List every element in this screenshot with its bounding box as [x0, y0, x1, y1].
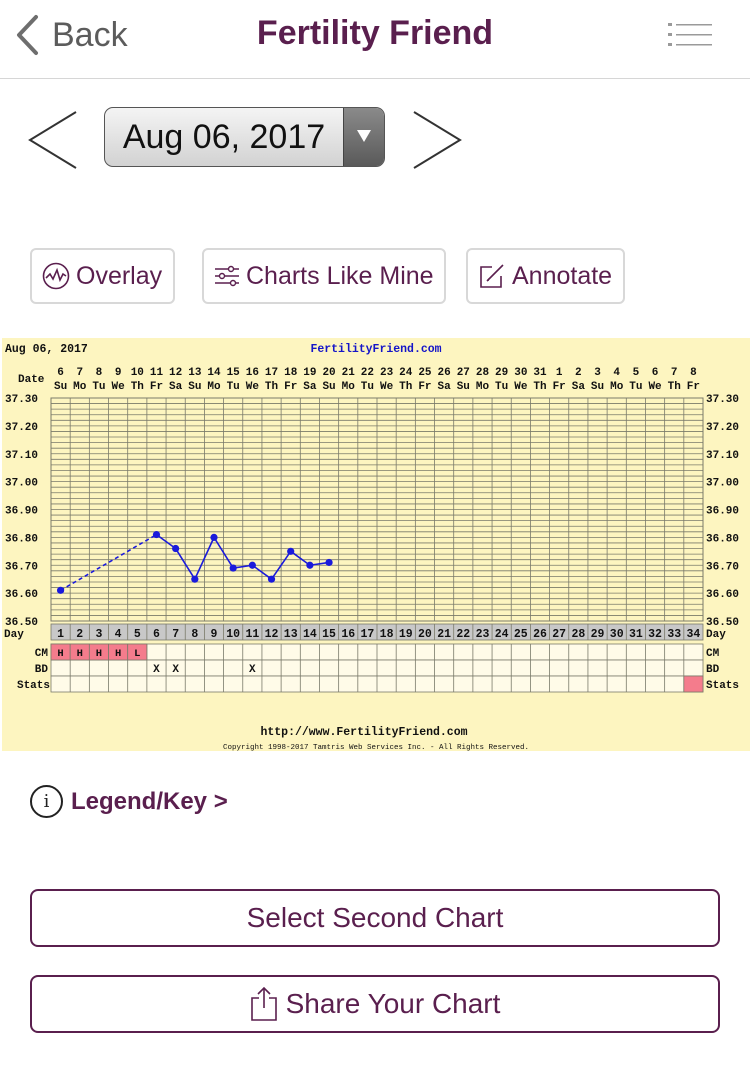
y-tick-label-right: 37.20 — [706, 421, 740, 434]
date-tick-label: 14 — [207, 367, 221, 379]
stats-cell-marked — [684, 676, 703, 692]
date-tick-label: 4 — [613, 367, 621, 379]
date-tick-label: 12 — [169, 367, 183, 379]
chart-date-label: Aug 06, 2017 — [5, 343, 88, 356]
y-tick-label-right: 36.90 — [706, 505, 740, 518]
date-tick-label: 9 — [114, 367, 122, 379]
day-number: 27 — [552, 628, 567, 641]
date-row-label: Date — [18, 374, 45, 386]
day-number: 30 — [609, 628, 624, 641]
chart-copyright: Copyright 1998-2017 Tamtris Web Services Inc. - All Rights Reserved. — [222, 744, 530, 751]
annotate-button[interactable] — [466, 248, 625, 304]
weekday-tick-label: Mo — [475, 381, 490, 393]
info-icon: i — [30, 785, 63, 818]
day-number: 18 — [379, 628, 394, 641]
day-number: 9 — [210, 628, 218, 641]
weekday-tick-label: Fr — [552, 381, 566, 393]
stats-row-label-left: Stats — [16, 680, 50, 692]
next-date-icon[interactable] — [408, 108, 464, 172]
day-number: 14 — [302, 628, 317, 641]
day-number: 21 — [437, 628, 452, 641]
bd-mark: X — [153, 664, 160, 676]
y-tick-label-left: 37.10 — [5, 449, 39, 462]
weekday-tick-label: Fr — [418, 381, 432, 393]
day-number: 28 — [571, 628, 586, 641]
temp-point — [153, 531, 160, 538]
charts-like-mine-button[interactable] — [202, 248, 446, 304]
y-tick-label-left: 36.50 — [5, 617, 39, 629]
y-tick-label-left: 37.00 — [5, 477, 39, 490]
date-tick-label: 31 — [533, 367, 547, 379]
date-tick-label: 7 — [670, 367, 678, 379]
y-tick-label-left: 36.60 — [5, 589, 39, 602]
legend-key-label: Legend/Key > — [71, 787, 228, 815]
cm-value: L — [134, 648, 141, 660]
day-number: 10 — [226, 628, 241, 641]
stats-row-label-right: Stats — [706, 680, 740, 692]
day-number: 5 — [133, 628, 141, 641]
y-tick-label-left: 37.30 — [5, 394, 39, 406]
chevron-left-icon — [14, 14, 40, 56]
weekday-tick-label: Tu — [495, 381, 509, 393]
date-tick-label: 8 — [95, 367, 103, 379]
share-chart-label: Share Your Chart — [285, 988, 501, 1019]
charts-like-mine-label: Charts Like Mine — [246, 261, 434, 290]
y-tick-label-right: 36.60 — [706, 589, 740, 602]
date-tick-label: 27 — [456, 367, 470, 379]
day-number: 32 — [648, 628, 662, 641]
date-tick-label: 30 — [514, 367, 528, 379]
date-tick-label: 20 — [322, 367, 336, 379]
date-tick-label: 28 — [475, 367, 490, 379]
y-tick-label-right: 37.30 — [706, 394, 740, 406]
sliders-icon — [214, 264, 240, 288]
cm-value: H — [76, 648, 83, 660]
weekday-tick-label: We — [379, 381, 394, 393]
cm-value: H — [114, 648, 122, 660]
y-tick-label-left: 36.80 — [5, 533, 39, 546]
weekday-tick-label: Sa — [437, 381, 451, 393]
day-number: 11 — [245, 628, 260, 641]
day-row-label-right: Day — [706, 629, 726, 641]
weekday-tick-label: Tu — [92, 381, 106, 393]
temp-point — [325, 559, 332, 566]
weekday-tick-label: Mo — [341, 381, 355, 393]
weekday-tick-label: We — [648, 381, 662, 393]
weekday-tick-label: Su — [590, 381, 605, 393]
date-select[interactable] — [104, 107, 385, 167]
back-button[interactable] — [14, 12, 128, 58]
date-tick-label: 10 — [130, 367, 144, 379]
weekday-tick-label: Sa — [303, 381, 317, 393]
weekday-tick-label: We — [514, 381, 528, 393]
day-number: 33 — [667, 628, 682, 641]
y-tick-label-right: 36.80 — [706, 533, 740, 546]
day-number: 3 — [95, 628, 103, 641]
weekday-tick-label: Tu — [226, 381, 240, 393]
day-number: 8 — [191, 628, 199, 641]
y-tick-label-left: 36.90 — [5, 505, 39, 518]
temp-point — [210, 534, 217, 541]
cm-row-label-left: CM — [34, 648, 48, 660]
date-tick-label: 21 — [341, 367, 355, 379]
edit-icon — [478, 262, 506, 290]
day-number: 1 — [57, 628, 65, 641]
bd-mark: X — [172, 664, 179, 676]
temp-point — [268, 576, 275, 583]
weekday-tick-label: Su — [53, 381, 68, 393]
day-number: 6 — [153, 628, 160, 641]
legend-key-link[interactable] — [30, 785, 228, 818]
temp-point — [306, 562, 313, 569]
weekday-tick-label: Th — [264, 381, 279, 393]
weekday-tick-label: Th — [399, 381, 413, 393]
weekday-tick-label: Tu — [360, 381, 375, 393]
weekday-tick-label: Su — [188, 381, 202, 393]
date-tick-label: 15 — [226, 367, 240, 379]
day-number: 31 — [628, 628, 643, 641]
date-tick-label: 6 — [651, 367, 659, 379]
previous-date-icon[interactable] — [26, 108, 82, 172]
list-menu-icon[interactable] — [668, 20, 712, 50]
cm-row-label-right: CM — [706, 648, 720, 660]
date-tick-label: 19 — [303, 367, 317, 379]
weekday-tick-label: Th — [130, 381, 144, 393]
weekday-tick-label: Fr — [686, 381, 701, 393]
date-tick-label: 23 — [379, 367, 394, 379]
day-number: 17 — [360, 628, 375, 641]
day-number: 19 — [398, 628, 413, 641]
day-row-label-left: Day — [4, 629, 24, 641]
day-number: 26 — [533, 628, 547, 641]
y-tick-label-left: 36.70 — [5, 561, 39, 574]
weekday-tick-label: Su — [322, 381, 336, 393]
weekday-tick-label: Mo — [610, 381, 624, 393]
day-number: 25 — [513, 628, 528, 641]
date-tick-label: 6 — [57, 367, 64, 379]
temp-point — [249, 562, 256, 569]
select-second-chart-label: Select Second Chart — [246, 902, 504, 933]
y-tick-label-left: 37.20 — [5, 421, 39, 434]
share-chart-button[interactable] — [30, 975, 720, 1033]
weekday-tick-label: Th — [533, 381, 547, 393]
date-tick-label: 13 — [188, 367, 202, 379]
weekday-tick-label: We — [111, 381, 125, 393]
weekday-tick-label: We — [245, 381, 259, 393]
y-tick-label-right: 36.50 — [706, 617, 740, 629]
day-number: 23 — [475, 628, 490, 641]
date-tick-label: 17 — [264, 367, 279, 379]
nav-bar — [0, 0, 750, 79]
bbt-chart-svg — [2, 338, 750, 751]
day-number: 16 — [341, 628, 356, 641]
weekday-tick-label: Th — [667, 381, 681, 393]
select-second-chart-button[interactable] — [30, 889, 720, 947]
chart-site-label: FertilityFriend.com — [310, 343, 442, 356]
day-number: 22 — [456, 628, 471, 641]
y-tick-label-right: 36.70 — [706, 561, 740, 574]
date-tick-label: 3 — [594, 367, 601, 379]
weekday-tick-label: Sa — [571, 381, 585, 393]
overlay-label: Overlay — [76, 261, 163, 290]
date-tick-label: 2 — [575, 367, 582, 379]
weekday-tick-label: Tu — [629, 381, 643, 393]
date-tick-label: 29 — [495, 367, 509, 379]
temp-point — [230, 564, 237, 571]
cm-value: H — [57, 648, 64, 660]
bd-row-label-right: BD — [706, 664, 720, 676]
y-tick-label-right: 37.00 — [706, 477, 740, 490]
triangle-down-icon — [357, 130, 371, 142]
day-number: 29 — [590, 628, 605, 641]
annotate-label: Annotate — [512, 261, 613, 290]
date-tick-label: 1 — [555, 367, 563, 379]
day-number: 34 — [686, 628, 701, 641]
share-icon — [250, 986, 278, 1022]
y-tick-label-right: 37.10 — [706, 449, 740, 462]
page-title: Fertility Friend — [256, 14, 494, 52]
bd-row-label-left: BD — [34, 664, 48, 676]
day-number: 2 — [76, 628, 84, 641]
date-tick-label: 22 — [360, 367, 375, 379]
day-number: 13 — [283, 628, 298, 641]
day-number: 7 — [172, 628, 180, 641]
temp-point — [57, 587, 64, 594]
day-number: 24 — [494, 628, 509, 641]
day-number: 20 — [418, 628, 432, 641]
temp-point — [287, 548, 294, 555]
temp-point — [172, 545, 179, 552]
date-tick-label: 8 — [690, 367, 697, 379]
weekday-tick-label: Sa — [169, 381, 183, 393]
weekday-tick-label: Mo — [73, 381, 87, 393]
date-tick-label: 16 — [245, 367, 259, 379]
bd-mark: X — [249, 664, 256, 676]
selected-date: Aug 06, 2017 — [122, 118, 326, 156]
bbt-chart — [2, 338, 750, 751]
dropdown-toggle[interactable] — [343, 108, 384, 166]
day-number: 12 — [264, 628, 279, 641]
weekday-tick-label: Su — [456, 381, 470, 393]
date-tick-label: 18 — [284, 367, 298, 379]
temp-point — [191, 576, 198, 583]
day-number: 15 — [322, 628, 336, 641]
date-tick-label: 7 — [76, 367, 84, 379]
pulse-circle-icon — [42, 262, 70, 290]
date-tick-label: 11 — [149, 367, 164, 379]
weekday-tick-label: Fr — [284, 381, 298, 393]
weekday-tick-label: Mo — [207, 381, 221, 393]
chart-url: http://www.FertilityFriend.com — [260, 726, 468, 739]
date-tick-label: 5 — [632, 367, 640, 379]
weekday-tick-label: Fr — [149, 381, 164, 393]
date-tick-label: 24 — [399, 367, 413, 379]
back-label: Back — [52, 15, 128, 54]
overlay-button[interactable] — [30, 248, 175, 304]
cm-value: H — [95, 648, 103, 660]
date-tick-label: 25 — [418, 367, 432, 379]
day-number: 4 — [114, 628, 122, 641]
date-tick-label: 26 — [437, 367, 451, 379]
